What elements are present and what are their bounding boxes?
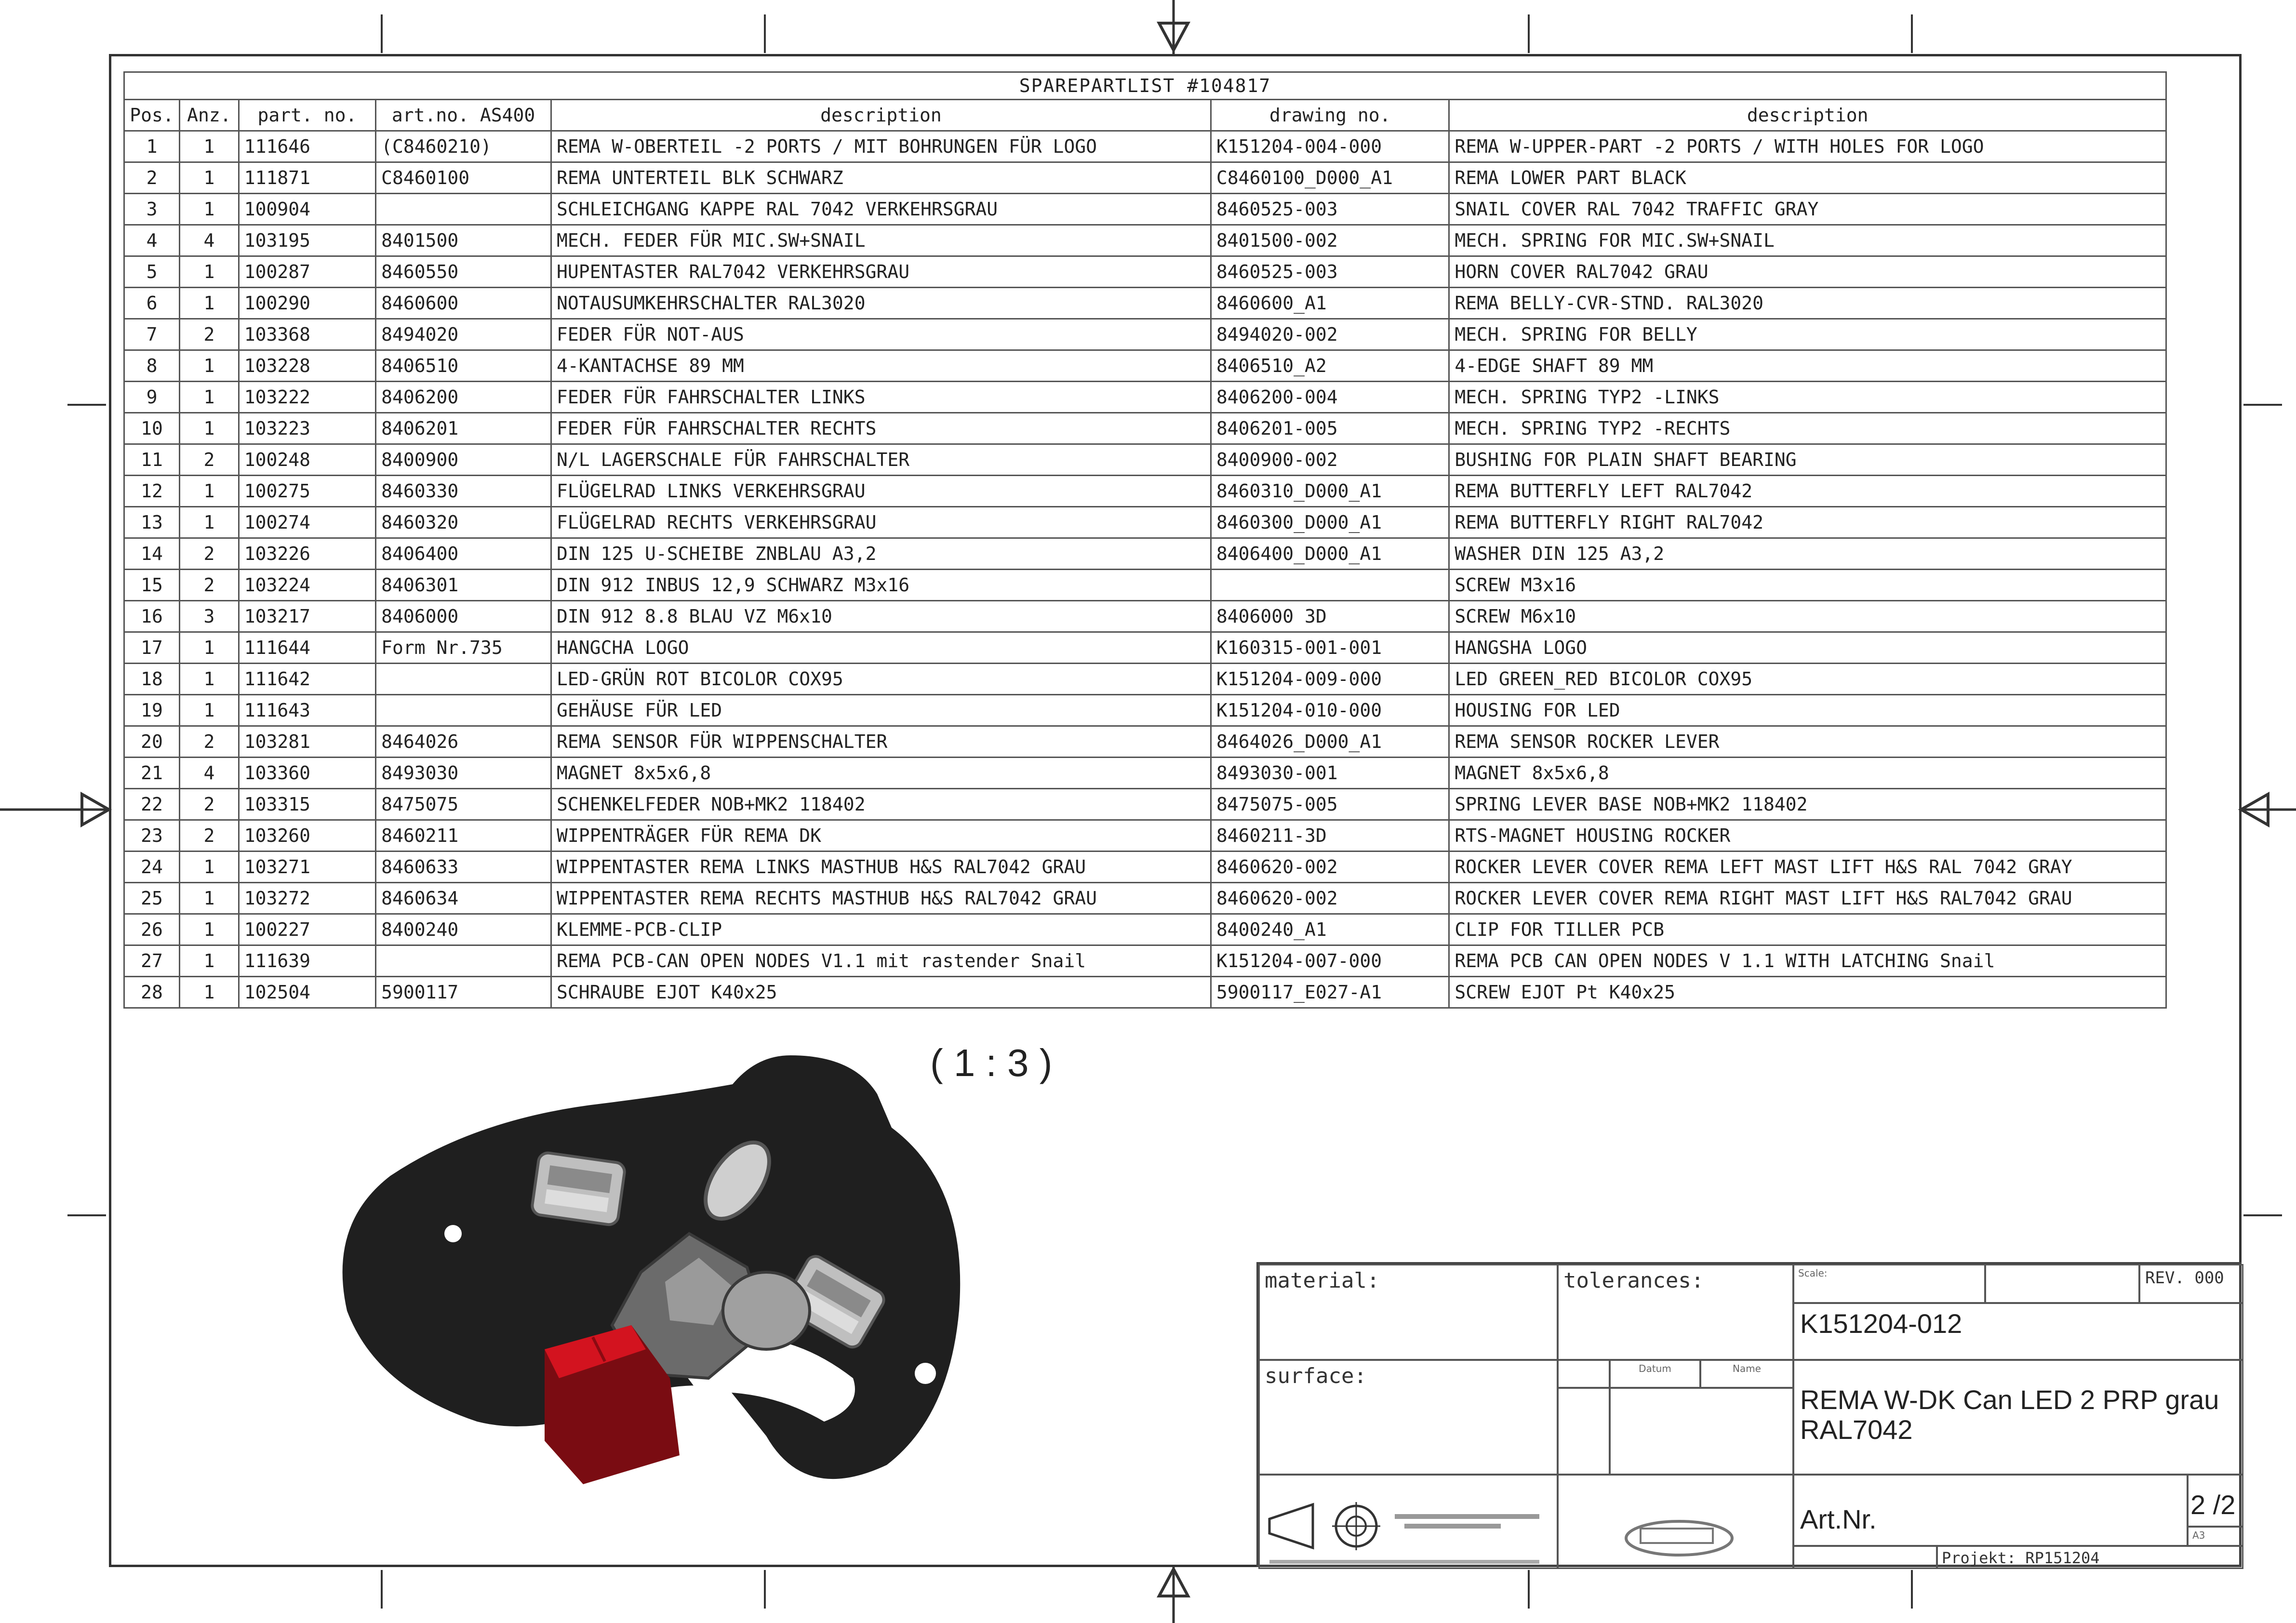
table-cell: 8460330 bbox=[376, 476, 551, 507]
table-cell: 8493030 bbox=[376, 758, 551, 789]
table-cell: 8460550 bbox=[376, 256, 551, 288]
table-cell: WIPPENTRÄGER FÜR REMA DK bbox=[551, 820, 1211, 851]
table-cell: 100248 bbox=[239, 444, 375, 476]
table-cell: 3 bbox=[124, 194, 180, 225]
table-cell: 8 bbox=[124, 350, 180, 382]
name-label: Name bbox=[1732, 1363, 1761, 1374]
table-cell: 11 bbox=[124, 444, 180, 476]
table-cell: MECH. SPRING TYP2 -LINKS bbox=[1449, 382, 2166, 413]
table-cell: 1 bbox=[180, 507, 239, 538]
column-header: drawing no. bbox=[1211, 100, 1449, 131]
table-row bbox=[124, 632, 2166, 664]
table-cell: 10 bbox=[124, 413, 180, 444]
surface-cell bbox=[1258, 1359, 1558, 1475]
table-cell: SCREW EJOT Pt K40x25 bbox=[1449, 977, 2166, 1008]
table-cell: REMA BUTTERFLY RIGHT RAL7042 bbox=[1449, 507, 2166, 538]
table-cell: 103228 bbox=[239, 350, 375, 382]
table-cell: 8475075 bbox=[376, 789, 551, 820]
table-cell: 13 bbox=[124, 507, 180, 538]
table-cell: 27 bbox=[124, 945, 180, 977]
table-cell: 8494020 bbox=[376, 319, 551, 350]
table-cell: REMA PCB-CAN OPEN NODES V1.1 mit rastender Snail bbox=[551, 945, 1211, 977]
table-cell: 111646 bbox=[239, 131, 375, 162]
approval-row-cell bbox=[1557, 1387, 1610, 1475]
table-row bbox=[124, 726, 2166, 758]
table-cell bbox=[376, 695, 551, 726]
table-cell: HANGCHA LOGO bbox=[551, 632, 1211, 664]
table-cell: 8460310_D000_A1 bbox=[1211, 476, 1449, 507]
company-logo-icon bbox=[1559, 1476, 1794, 1569]
table-cell: 1 bbox=[180, 664, 239, 695]
table-cell: 1 bbox=[180, 914, 239, 945]
format-cell bbox=[2187, 1526, 2243, 1546]
table-cell: FLÜGELRAD RECHTS VERKEHRSGRAU bbox=[551, 507, 1211, 538]
table-row bbox=[124, 538, 2166, 570]
table-cell: REMA BELLY-CVR-STND. RAL3020 bbox=[1449, 288, 2166, 319]
table-cell: SCHENKELFEDER NOB+MK2 118402 bbox=[551, 789, 1211, 820]
table-cell: 103360 bbox=[239, 758, 375, 789]
table-cell: 21 bbox=[124, 758, 180, 789]
table-cell: 1 bbox=[180, 945, 239, 977]
table-cell: 8460211-3D bbox=[1211, 820, 1449, 851]
table-cell: SNAIL COVER RAL 7042 TRAFFIC GRAY bbox=[1449, 194, 2166, 225]
table-cell: Form Nr.735 bbox=[376, 632, 551, 664]
table-cell: 8406510_A2 bbox=[1211, 350, 1449, 382]
table-cell: MECH. FEDER FÜR MIC.SW+SNAIL bbox=[551, 225, 1211, 256]
table-row bbox=[124, 288, 2166, 319]
table-cell bbox=[376, 945, 551, 977]
table-cell: K151204-010-000 bbox=[1211, 695, 1449, 726]
table-cell: REMA SENSOR FÜR WIPPENSCHALTER bbox=[551, 726, 1211, 758]
table-row bbox=[124, 601, 2166, 632]
table-row bbox=[124, 820, 2166, 851]
table-cell: 24 bbox=[124, 851, 180, 883]
description-cell bbox=[1793, 1359, 2243, 1475]
view-scale-label: ( 1 : 3 ) bbox=[930, 1041, 1053, 1084]
table-row bbox=[124, 945, 2166, 977]
table-cell: 8460525-003 bbox=[1211, 256, 1449, 288]
table-cell: 1 bbox=[180, 977, 239, 1008]
table-cell: 2 bbox=[180, 726, 239, 758]
table-row bbox=[124, 131, 2166, 162]
table-cell: 4 bbox=[180, 225, 239, 256]
table-cell: 8494020-002 bbox=[1211, 319, 1449, 350]
table-cell: 8460320 bbox=[376, 507, 551, 538]
table-cell: 100274 bbox=[239, 507, 375, 538]
table-cell: 8406200-004 bbox=[1211, 382, 1449, 413]
table-row bbox=[124, 194, 2166, 225]
table-cell: 8460633 bbox=[376, 851, 551, 883]
table-cell: HANGSHA LOGO bbox=[1449, 632, 2166, 664]
table-cell: 26 bbox=[124, 914, 180, 945]
table-cell: 8460620-002 bbox=[1211, 883, 1449, 914]
material-cell bbox=[1258, 1264, 1558, 1360]
table-cell: SPRING LEVER BASE NOB+MK2 118402 bbox=[1449, 789, 2166, 820]
table-cell: 1 bbox=[180, 382, 239, 413]
art-nr-label: Art.Nr. bbox=[1800, 1504, 1877, 1534]
table-cell: 2 bbox=[180, 820, 239, 851]
table-cell: 5900117_E027-A1 bbox=[1211, 977, 1449, 1008]
table-cell: 1 bbox=[180, 288, 239, 319]
table-cell: 8460620-002 bbox=[1211, 851, 1449, 883]
table-cell: 2 bbox=[124, 162, 180, 194]
table-cell: 8401500 bbox=[376, 225, 551, 256]
art-nr-cell bbox=[1793, 1474, 2188, 1546]
table-cell: 5900117 bbox=[376, 977, 551, 1008]
table-cell: 103217 bbox=[239, 601, 375, 632]
table-cell: 18 bbox=[124, 664, 180, 695]
projection-symbol-icon bbox=[1260, 1476, 1558, 1569]
tiller-head-isometric-view bbox=[333, 1041, 1084, 1523]
name-header-cell bbox=[1700, 1359, 1794, 1388]
table-cell: RTS-MAGNET HOUSING ROCKER bbox=[1449, 820, 2166, 851]
table-cell: REMA UNTERTEIL BLK SCHWARZ bbox=[551, 162, 1211, 194]
table-cell: 103260 bbox=[239, 820, 375, 851]
table-row bbox=[124, 319, 2166, 350]
column-header: Pos. bbox=[124, 100, 180, 131]
table-cell: CLIP FOR TILLER PCB bbox=[1449, 914, 2166, 945]
table-cell: 8400240 bbox=[376, 914, 551, 945]
table-cell: 8400900-002 bbox=[1211, 444, 1449, 476]
table-cell: WASHER DIN 125 A3,2 bbox=[1449, 538, 2166, 570]
table-cell: 8460600 bbox=[376, 288, 551, 319]
table-row bbox=[124, 914, 2166, 945]
table-cell: 2 bbox=[180, 319, 239, 350]
table-cell: 8460211 bbox=[376, 820, 551, 851]
column-header: Anz. bbox=[180, 100, 239, 131]
table-cell: 8400240_A1 bbox=[1211, 914, 1449, 945]
project-label: Projekt: RP151204 bbox=[1942, 1549, 2100, 1567]
table-cell: 1 bbox=[180, 851, 239, 883]
table-cell: DIN 912 INBUS 12,9 SCHWARZ M3x16 bbox=[551, 570, 1211, 601]
table-cell: 2 bbox=[180, 789, 239, 820]
approval-cell bbox=[1557, 1359, 1610, 1388]
table-cell: 2 bbox=[180, 570, 239, 601]
table-cell: BUSHING FOR PLAIN SHAFT BEARING bbox=[1449, 444, 2166, 476]
table-cell: 111639 bbox=[239, 945, 375, 977]
table-cell: 103368 bbox=[239, 319, 375, 350]
table-cell: 22 bbox=[124, 789, 180, 820]
table-cell: 8400900 bbox=[376, 444, 551, 476]
table-cell bbox=[376, 194, 551, 225]
table-cell: LED-GRÜN ROT BICOLOR COX95 bbox=[551, 664, 1211, 695]
table-cell: 23 bbox=[124, 820, 180, 851]
table-cell: KLEMME-PCB-CLIP bbox=[551, 914, 1211, 945]
rocker-switch-left bbox=[531, 1152, 626, 1226]
table-cell: NOTAUSUMKEHRSCHALTER RAL3020 bbox=[551, 288, 1211, 319]
table-cell: WIPPENTASTER REMA LINKS MASTHUB H&S RAL7042 GRAU bbox=[551, 851, 1211, 883]
table-cell: SCHLEICHGANG KAPPE RAL 7042 VERKEHRSGRAU bbox=[551, 194, 1211, 225]
table-row bbox=[124, 851, 2166, 883]
table-row bbox=[124, 350, 2166, 382]
table-cell: 8464026 bbox=[376, 726, 551, 758]
table-cell: 4 bbox=[180, 758, 239, 789]
table-cell: 12 bbox=[124, 476, 180, 507]
table-cell: HOUSING FOR LED bbox=[1449, 695, 2166, 726]
table-cell: 16 bbox=[124, 601, 180, 632]
table-cell: 8406201-005 bbox=[1211, 413, 1449, 444]
table-cell: WIPPENTASTER REMA RECHTS MASTHUB H&S RAL7042 GRAU bbox=[551, 883, 1211, 914]
table-row bbox=[124, 664, 2166, 695]
table-cell: 4 bbox=[124, 225, 180, 256]
table-cell: SCREW M3x16 bbox=[1449, 570, 2166, 601]
table-cell: 19 bbox=[124, 695, 180, 726]
table-cell: 1 bbox=[180, 131, 239, 162]
table-cell: 1 bbox=[180, 256, 239, 288]
table-cell: 1 bbox=[180, 162, 239, 194]
table-cell: FLÜGELRAD LINKS VERKEHRSGRAU bbox=[551, 476, 1211, 507]
date-label: Datum bbox=[1639, 1363, 1671, 1374]
spare-parts-table bbox=[123, 71, 2167, 1009]
table-cell: 8406510 bbox=[376, 350, 551, 382]
table-cell: 111871 bbox=[239, 162, 375, 194]
table-cell: 103272 bbox=[239, 883, 375, 914]
table-row bbox=[124, 789, 2166, 820]
table-cell: 103281 bbox=[239, 726, 375, 758]
table-cell: 103195 bbox=[239, 225, 375, 256]
table-cell: REMA PCB CAN OPEN NODES V 1.1 WITH LATCHING Snail bbox=[1449, 945, 2166, 977]
table-cell: FEDER FÜR FAHRSCHALTER RECHTS bbox=[551, 413, 1211, 444]
table-cell: 2 bbox=[180, 538, 239, 570]
table-cell: 4-KANTACHSE 89 MM bbox=[551, 350, 1211, 382]
table-cell bbox=[376, 664, 551, 695]
drawing-number-cell bbox=[1793, 1303, 2243, 1360]
surface-label: surface: bbox=[1265, 1364, 1367, 1388]
table-cell: 1 bbox=[180, 350, 239, 382]
table-cell: 8464026_D000_A1 bbox=[1211, 726, 1449, 758]
table-cell: 103226 bbox=[239, 538, 375, 570]
table-cell: C8460100_D000_A1 bbox=[1211, 162, 1449, 194]
table-cell: 103271 bbox=[239, 851, 375, 883]
table-cell: 100290 bbox=[239, 288, 375, 319]
table-cell: K160315-001-001 bbox=[1211, 632, 1449, 664]
table-cell: 3 bbox=[180, 601, 239, 632]
table-cell: DIN 912 8.8 BLAU VZ M6x10 bbox=[551, 601, 1211, 632]
table-cell: 6 bbox=[124, 288, 180, 319]
table-cell: 28 bbox=[124, 977, 180, 1008]
drawing-description: REMA W-DK Can LED 2 PRP grau RAL7042 bbox=[1800, 1384, 2219, 1445]
table-cell: 1 bbox=[180, 883, 239, 914]
column-header: description bbox=[551, 100, 1211, 131]
table-cell: FEDER FÜR FAHRSCHALTER LINKS bbox=[551, 382, 1211, 413]
table-cell: MECH. SPRING TYP2 -RECHTS bbox=[1449, 413, 2166, 444]
table-cell: ROCKER LEVER COVER REMA RIGHT MAST LIFT H&S RAL7042 GRAU bbox=[1449, 883, 2166, 914]
table-cell: REMA SENSOR ROCKER LEVER bbox=[1449, 726, 2166, 758]
table-cell: 111644 bbox=[239, 632, 375, 664]
table-cell: 9 bbox=[124, 382, 180, 413]
table-cell: 8406201 bbox=[376, 413, 551, 444]
table-cell: 103223 bbox=[239, 413, 375, 444]
table-cell: 100227 bbox=[239, 914, 375, 945]
table-cell: FEDER FÜR NOT-AUS bbox=[551, 319, 1211, 350]
table-cell: REMA W-OBERTEIL -2 PORTS / MIT BOHRUNGEN FÜR LOGO bbox=[551, 131, 1211, 162]
table-cell: SCREW M6x10 bbox=[1449, 601, 2166, 632]
tel-cell bbox=[1793, 1545, 1937, 1569]
table-cell bbox=[1211, 570, 1449, 601]
project-cell bbox=[1936, 1545, 2243, 1569]
table-row bbox=[124, 382, 2166, 413]
table-row bbox=[124, 256, 2166, 288]
table-row bbox=[124, 883, 2166, 914]
revision-value: REV. 000 bbox=[2145, 1268, 2224, 1288]
table-cell: 7 bbox=[124, 319, 180, 350]
table-cell: 1 bbox=[180, 476, 239, 507]
parts-list-title: SPAREPARTLIST #104817 bbox=[124, 72, 2166, 100]
revision-cell bbox=[2139, 1264, 2243, 1304]
table-cell: HORN COVER RAL7042 GRAU bbox=[1449, 256, 2166, 288]
blank-cell bbox=[1985, 1264, 2140, 1304]
table-row bbox=[124, 507, 2166, 538]
column-header: description bbox=[1449, 100, 2166, 131]
material-label: material: bbox=[1265, 1268, 1380, 1293]
scale-cell bbox=[1793, 1264, 1986, 1304]
tolerances-label: tolerances: bbox=[1563, 1268, 1704, 1293]
table-cell: 8460300_D000_A1 bbox=[1211, 507, 1449, 538]
table-cell: K151204-004-000 bbox=[1211, 131, 1449, 162]
table-cell: 8406301 bbox=[376, 570, 551, 601]
parts-list-header-row bbox=[124, 100, 2166, 131]
table-cell: DIN 125 U-SCHEIBE ZNBLAU A3,2 bbox=[551, 538, 1211, 570]
table-cell: MAGNET 8x5x6,8 bbox=[551, 758, 1211, 789]
table-row bbox=[124, 225, 2166, 256]
table-row bbox=[124, 758, 2166, 789]
parts-list-body bbox=[124, 131, 2166, 1008]
table-row bbox=[124, 162, 2166, 194]
table-cell: 103222 bbox=[239, 382, 375, 413]
table-cell: 20 bbox=[124, 726, 180, 758]
table-cell: 2 bbox=[180, 444, 239, 476]
table-cell: LED GREEN_RED BICOLOR COX95 bbox=[1449, 664, 2166, 695]
table-cell: 100287 bbox=[239, 256, 375, 288]
table-cell: 8406000 3D bbox=[1211, 601, 1449, 632]
company-logo-cell bbox=[1557, 1474, 1794, 1569]
table-cell: 8406400 bbox=[376, 538, 551, 570]
table-cell: 4-EDGE SHAFT 89 MM bbox=[1449, 350, 2166, 382]
table-cell: (C8460210) bbox=[376, 131, 551, 162]
column-header: art.no. AS400 bbox=[376, 100, 551, 131]
table-row bbox=[124, 695, 2166, 726]
scale-field-label: Scale: bbox=[1798, 1267, 1828, 1279]
table-row bbox=[124, 413, 2166, 444]
table-cell: 102504 bbox=[239, 977, 375, 1008]
table-cell: C8460100 bbox=[376, 162, 551, 194]
table-row bbox=[124, 570, 2166, 601]
table-row bbox=[124, 476, 2166, 507]
date-header-cell bbox=[1609, 1359, 1701, 1388]
table-cell: 14 bbox=[124, 538, 180, 570]
table-cell: 1 bbox=[124, 131, 180, 162]
table-cell: N/L LAGERSCHALE FÜR FAHRSCHALTER bbox=[551, 444, 1211, 476]
title-block bbox=[1256, 1262, 2242, 1567]
table-cell: 1 bbox=[180, 194, 239, 225]
table-cell: 8406200 bbox=[376, 382, 551, 413]
table-cell: 103224 bbox=[239, 570, 375, 601]
table-cell: 15 bbox=[124, 570, 180, 601]
table-cell: 111643 bbox=[239, 695, 375, 726]
logo-cell bbox=[1258, 1474, 1558, 1569]
table-cell: 8460525-003 bbox=[1211, 194, 1449, 225]
table-cell: REMA LOWER PART BLACK bbox=[1449, 162, 2166, 194]
table-cell: 8460600_A1 bbox=[1211, 288, 1449, 319]
table-cell: 8475075-005 bbox=[1211, 789, 1449, 820]
sheet-format: A3 bbox=[2192, 1530, 2205, 1541]
drawing-number: K151204-012 bbox=[1800, 1308, 1962, 1339]
table-cell: 111642 bbox=[239, 664, 375, 695]
table-cell: 1 bbox=[180, 413, 239, 444]
table-cell: REMA BUTTERFLY LEFT RAL7042 bbox=[1449, 476, 2166, 507]
table-cell: 5 bbox=[124, 256, 180, 288]
table-cell: 8493030-001 bbox=[1211, 758, 1449, 789]
column-header: part. no. bbox=[239, 100, 375, 131]
table-row bbox=[124, 444, 2166, 476]
tolerances-cell bbox=[1557, 1264, 1794, 1360]
table-cell: 8406400_D000_A1 bbox=[1211, 538, 1449, 570]
table-cell: ROCKER LEVER COVER REMA LEFT MAST LIFT H&S RAL 7042 GRAY bbox=[1449, 851, 2166, 883]
table-cell: 17 bbox=[124, 632, 180, 664]
table-cell: SCHRAUBE EJOT K40x25 bbox=[551, 977, 1211, 1008]
table-cell: 8401500-002 bbox=[1211, 225, 1449, 256]
table-cell: HUPENTASTER RAL7042 VERKEHRSGRAU bbox=[551, 256, 1211, 288]
table-cell: 100904 bbox=[239, 194, 375, 225]
table-cell: REMA W-UPPER-PART -2 PORTS / WITH HOLES FOR LOGO bbox=[1449, 131, 2166, 162]
table-cell: MAGNET 8x5x6,8 bbox=[1449, 758, 2166, 789]
table-cell: MECH. SPRING FOR BELLY bbox=[1449, 319, 2166, 350]
approval-data-cell bbox=[1609, 1387, 1794, 1475]
table-cell: GEHÄUSE FÜR LED bbox=[551, 695, 1211, 726]
table-cell: MECH. SPRING FOR MIC.SW+SNAIL bbox=[1449, 225, 2166, 256]
table-cell: 1 bbox=[180, 632, 239, 664]
table-cell: 8460634 bbox=[376, 883, 551, 914]
table-cell: 8406000 bbox=[376, 601, 551, 632]
sheet-cell bbox=[2187, 1474, 2243, 1527]
table-row bbox=[124, 977, 2166, 1008]
table-cell: 25 bbox=[124, 883, 180, 914]
table-cell: 1 bbox=[180, 695, 239, 726]
table-cell: 100275 bbox=[239, 476, 375, 507]
sheet-number: 2 /2 bbox=[2190, 1490, 2236, 1520]
table-cell: K151204-007-000 bbox=[1211, 945, 1449, 977]
table-cell: 103315 bbox=[239, 789, 375, 820]
table-cell: K151204-009-000 bbox=[1211, 664, 1449, 695]
